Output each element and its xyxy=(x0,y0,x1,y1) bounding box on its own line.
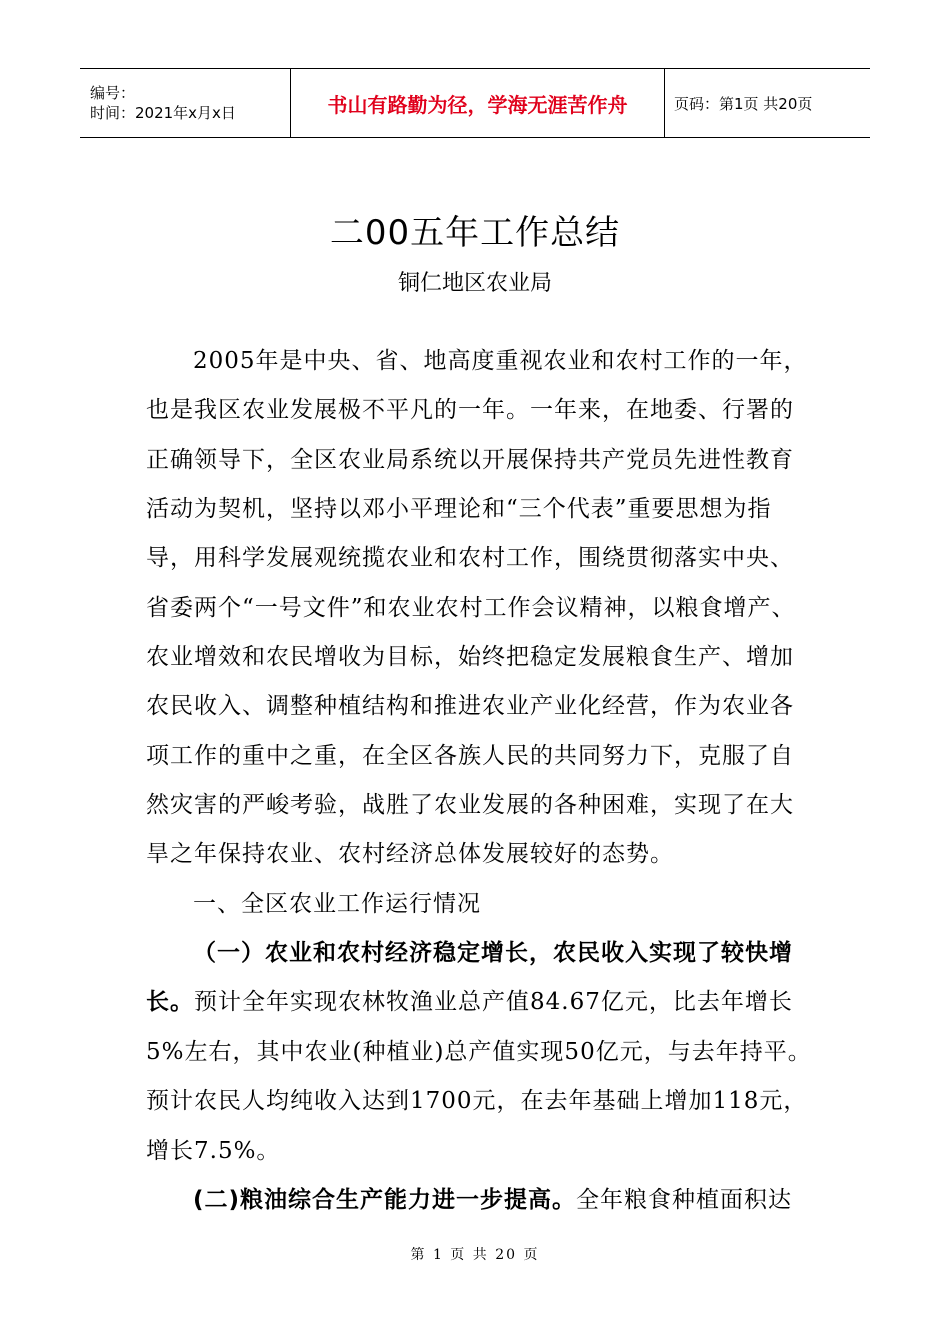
header-page-code: 页码：第1页 共20页 xyxy=(674,94,813,113)
body-line: 增长7.5%。 xyxy=(146,1137,281,1164)
organization-name: 铜仁地区农业局 xyxy=(397,271,552,296)
body-line: 农民收入、调整种植结构和推进农业产业化经营，作为农业各 xyxy=(146,693,794,720)
body-line: 省委两个“一号文件”和农业农村工作会议精神，以粮食增产、 xyxy=(146,594,796,621)
section-heading: 一、全区农业工作运行情况 xyxy=(193,890,481,917)
header-motto: 书山有路勤为径，学海无涯苦作舟 xyxy=(290,69,665,137)
body-line: 旱之年保持农业、农村经济总体发展较好的态势。 xyxy=(146,841,674,868)
body-line: 然灾害的严峻考验，战胜了农业发展的各种困难，实现了在大 xyxy=(146,792,794,819)
date-label: 时间：2021年x月x日 xyxy=(90,104,236,122)
body-line: 也是我区农业发展极不平凡的一年。一年来，在地委、行署的 xyxy=(146,397,794,424)
body-line: 5%左右，其中农业(种植业)总产值实现50亿元，与去年持平。 xyxy=(146,1038,812,1065)
subsection-heading: （一）农业和农村经济稳定增长，农民收入实现了较快增 xyxy=(193,940,793,967)
body-line: 项工作的重中之重，在全区各族人民的共同努力下，克服了自 xyxy=(146,742,794,769)
document-title: 二00五年工作总结 xyxy=(329,213,621,253)
body-line: 预计农民人均纯收入达到1700元，在去年基础上增加118元， xyxy=(146,1088,808,1115)
body-line: 农业增效和农民增收为目标，始终把稳定发展粮食生产、增加 xyxy=(146,644,794,671)
body-text xyxy=(146,337,826,1225)
body-line: 活动为契机，坚持以邓小平理论和“三个代表”重要思想为指 xyxy=(146,496,772,523)
number-label: 编号： xyxy=(90,84,136,102)
page-footer: 第 1 页 共 20 页 xyxy=(410,1247,540,1263)
body-line: 2005年是中央、省、地高度重视农业和农村工作的一年， xyxy=(193,348,808,374)
document-header xyxy=(80,68,870,138)
body-line: 长。预计全年实现农林牧渔业总产值84.67亿元，比去年增长 xyxy=(146,989,793,1016)
header-meta xyxy=(80,69,290,137)
body-line: 正确领导下，全区农业局系统以开展保持共产党员先进性教育 xyxy=(146,446,794,473)
body-line: (二)粮油综合生产能力进一步提高。全年粮食种植面积达 xyxy=(193,1186,793,1213)
body-line: 导，用科学发展观统揽农业和农村工作，围绕贯彻落实中央、 xyxy=(146,545,794,572)
